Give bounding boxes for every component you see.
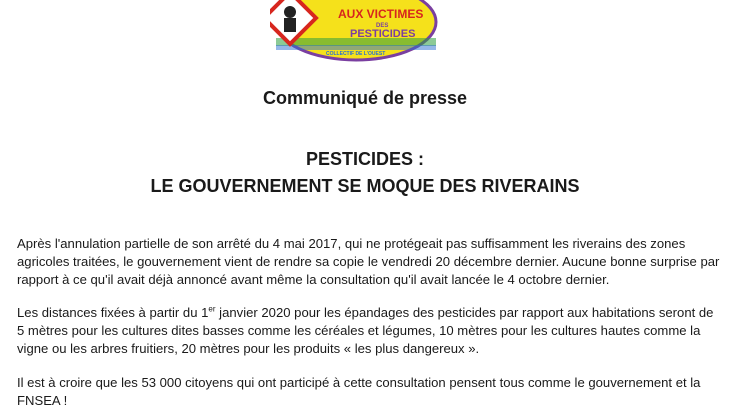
collectif-logo — [270, 0, 438, 62]
logo-graphic — [270, 0, 438, 62]
logo-text-line1: AUX VICTIMES — [338, 7, 424, 21]
paragraph-2-superscript: er — [208, 304, 216, 314]
title-line-2: LE GOUVERNEMENT SE MOQUE DES RIVERAINS — [150, 176, 580, 196]
paragraph-3: Il est à croire que les 53 000 citoyens qui ont participé à cette consultation pensent tous comme le gouvernement et la FNSEA ! — [17, 375, 701, 408]
paragraph-1: Après l'annulation partielle de son arrêté du 4 mai 2017, qui ne protégeait pas suffisamment les riverains des zones agricoles traitées, le gouvernement vient de rendre sa copie le vendredi 20 décembre dernier. Aucune bonne surprise par rapport à ce qu'il avait déjà annoncé avant même la consultation qu'il avait lancée le 4 octobre dernier. — [17, 236, 720, 287]
logo-text-line3: PESTICIDES — [350, 28, 416, 40]
document-heading: Communiqué de presse — [262, 88, 468, 108]
title-line-1: PESTICIDES : — [305, 149, 425, 169]
logo-collective-text: COLLECTIF DE L'OUEST — [326, 51, 386, 57]
logo-text-line2: DES — [376, 23, 389, 29]
paragraph-2-part-a: Les distances fixées à partir du 1 — [17, 305, 209, 320]
paragraph-2 — [17, 304, 721, 358]
paragraph-2-part-b: janvier 2020 pour les épandages des pesticides par rapport aux habitations seront de 5 mètres pour les cultures dites basses comme les céréales et légumes, 10 mètres pour les cultures hautes comme la vigne ou les arbres fruitiers, 20 mètres pour les produits « les plus dangereux ». — [17, 305, 714, 356]
